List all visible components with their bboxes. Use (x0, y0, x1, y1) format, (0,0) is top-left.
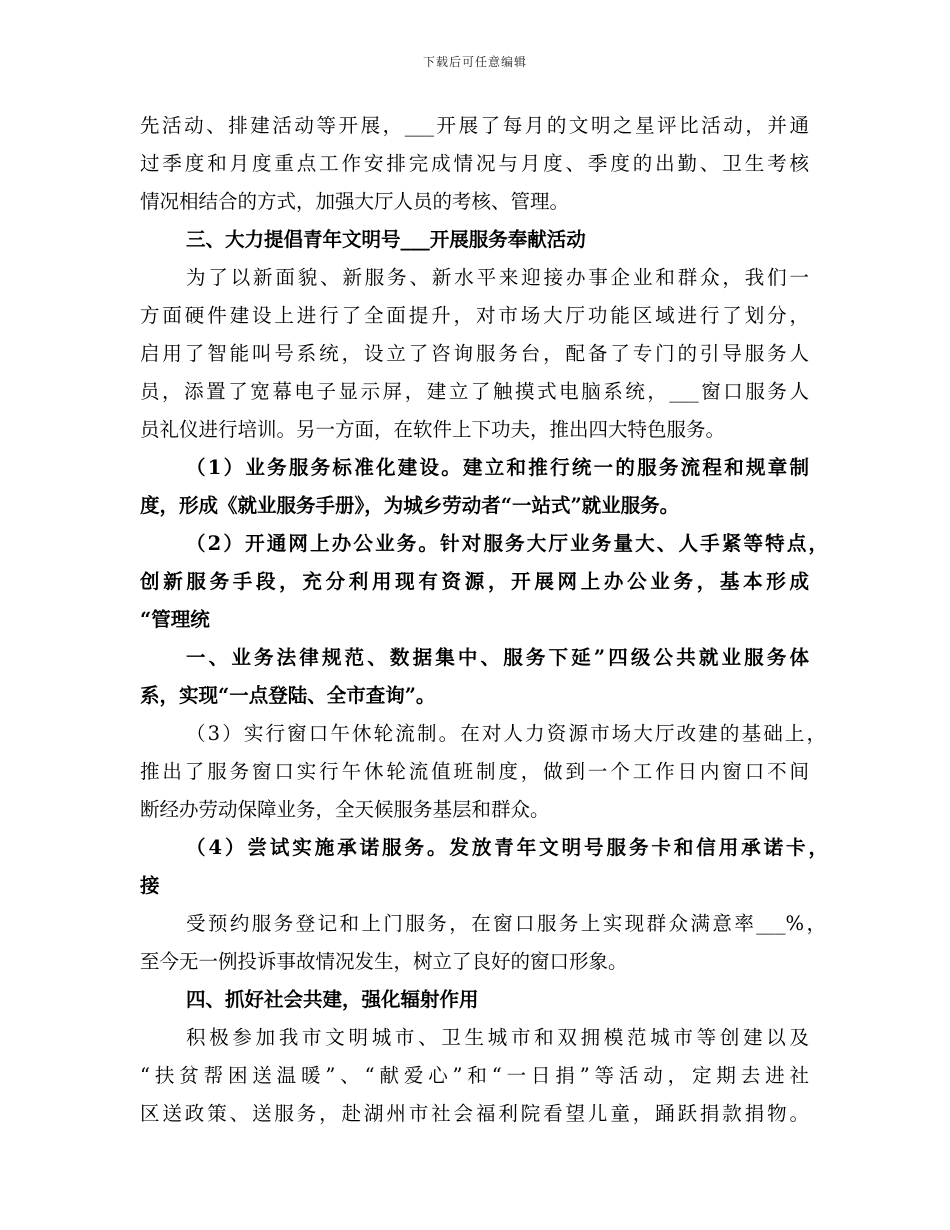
list-item-line: 一、业务法律规范、数据集中、服务下延”四级公共就业服务体 (186, 646, 809, 669)
list-item-line: （2）开通网上办公业务。针对服务大厅业务量大、人手紧等特点， (186, 532, 828, 555)
text-line: 积极参加我市文明城市、卫生城市和双拥模范城市等创建以及 (186, 1026, 809, 1049)
text-line: “扶贫帮困送温暖”、“献爱心”和“一日捐”等活动，定期去进社 (140, 1064, 809, 1087)
section-heading: 三、大力提倡青年文明号___开展服务奉献活动 (186, 228, 586, 251)
section-heading: 四、抓好社会共建，强化辐射作用 (186, 988, 479, 1011)
list-item-line: 创新服务手段，充分利用现有资源，开展网上办公业务，基本形成 (140, 570, 809, 593)
list-item-line: 度，形成《就业服务手册》，为城乡劳动者“一站式”就业服务。 (140, 494, 680, 517)
text-line: 方面硬件建设上进行了全面提升，对市场大厅功能区域进行了划分， (140, 304, 809, 327)
text-line: 员礼仪进行培训。另一方面，在软件上下功夫，推出四大特色服务。 (140, 418, 726, 441)
text-line: 先活动、排建活动等开展，___开展了每月的文明之星评比活动，并通 (140, 114, 809, 137)
list-item-line: 受预约服务登记和上门服务，在窗口服务上实现群众满意率___%， (186, 912, 826, 935)
list-item-line: 至今无一例投诉事故情况发生，树立了良好的窗口形象。 (140, 950, 628, 973)
text-line: 为了以新面貌、新服务、新水平来迎接办事企业和群众，我们一 (186, 266, 809, 289)
list-item-line: （3）实行窗口午休轮流制。在对人力资源市场大厅改建的基础上， (186, 722, 826, 745)
page-header: 下载后可任意编辑 (422, 55, 527, 69)
list-item-line: 系，实现“一点登陆、全市查询”。 (140, 684, 436, 707)
list-item-line: 断经办劳动保障业务，全天候服务基层和群众。 (140, 798, 550, 821)
text-line: 启用了智能叫号系统，设立了咨询服务台，配备了专门的引导服务人 (140, 342, 809, 365)
text-line: 区送政策、送服务，赴湖州市社会福利院看望儿童，踊跃捐款捐物。 (140, 1102, 809, 1125)
list-item-line: （1）业务服务标准化建设。建立和推行统一的服务流程和规章制 (186, 456, 809, 479)
text-line: 情况相结合的方式，加强大厅人员的考核、管理。 (140, 190, 570, 213)
text-line: 员，添置了宽幕电子显示屏，建立了触摸式电脑系统，___窗口服务人 (140, 380, 809, 403)
list-item-line: “管理统 (140, 608, 210, 631)
list-item-line: 推出了服务窗口实行午休轮流值班制度，做到一个工作日内窗口不间 (140, 760, 809, 783)
list-item-line: （4）尝试实施承诺服务。发放青年文明号服务卡和信用承诺卡， (186, 836, 828, 859)
list-item-line: 接 (140, 874, 160, 897)
text-line: 过季度和月度重点工作安排完成情况与月度、季度的出勤、卫生考核 (140, 152, 809, 175)
